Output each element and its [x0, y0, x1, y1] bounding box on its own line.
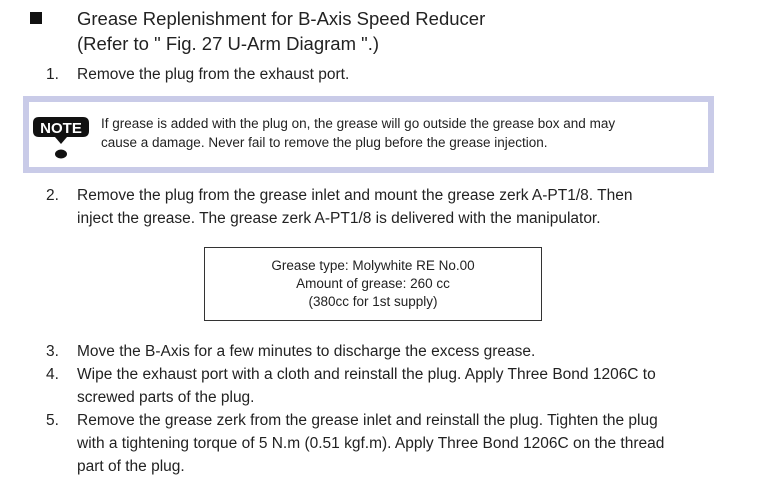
step-text: part of the plug.: [77, 458, 185, 475]
step-text: with a tightening torque of 5 N.m (0.51 kgf.m). Apply Three Bond 1206C on the thread: [77, 435, 665, 452]
step-text: Remove the grease zerk from the grease inlet and reinstall the plug. Tighten the plug: [77, 412, 658, 429]
note-line-1: If grease is added with the plug on, the grease will go outside the grease box and may: [101, 116, 616, 131]
note-icon-label: NOTE: [40, 120, 82, 137]
section-heading: [77, 6, 485, 56]
note-line-2: cause a damage. Never fail to remove the plug before the grease injection.: [101, 135, 548, 150]
grease-amount: Amount of grease: 260 cc: [296, 276, 450, 291]
step-text: Wipe the exhaust port with a cloth and reinstall the plug. Apply Three Bond 1206C to: [77, 366, 656, 383]
note-text: [101, 114, 615, 152]
grease-spec-box: [204, 247, 542, 321]
section-title: Grease Replenishment for B-Axis Speed Reducer: [77, 8, 486, 29]
step-number: 3.: [46, 343, 59, 360]
step-text: Remove the plug from the exhaust port.: [77, 66, 350, 83]
section-subtitle: (Refer to " Fig. 27 U-Arm Diagram ".): [77, 33, 379, 54]
step-number: 4.: [46, 366, 59, 383]
section-bullet-icon: [30, 12, 42, 24]
step-text: inject the grease. The grease zerk A-PT1/8 is delivered with the manipulator.: [77, 210, 601, 227]
step-number: 2.: [46, 187, 59, 204]
note-icon: [31, 113, 91, 161]
step-text: Move the B-Axis for a few minutes to discharge the excess grease.: [77, 343, 536, 360]
step-number: 5.: [46, 412, 59, 429]
grease-first-supply: (380cc for 1st supply): [308, 294, 438, 309]
grease-type: Grease type: Molywhite RE No.00: [271, 258, 475, 273]
step-text: Remove the plug from the grease inlet and mount the grease zerk A-PT1/8. Then: [77, 187, 633, 204]
step-text: screwed parts of the plug.: [77, 389, 255, 406]
step-number: 1.: [46, 66, 59, 83]
